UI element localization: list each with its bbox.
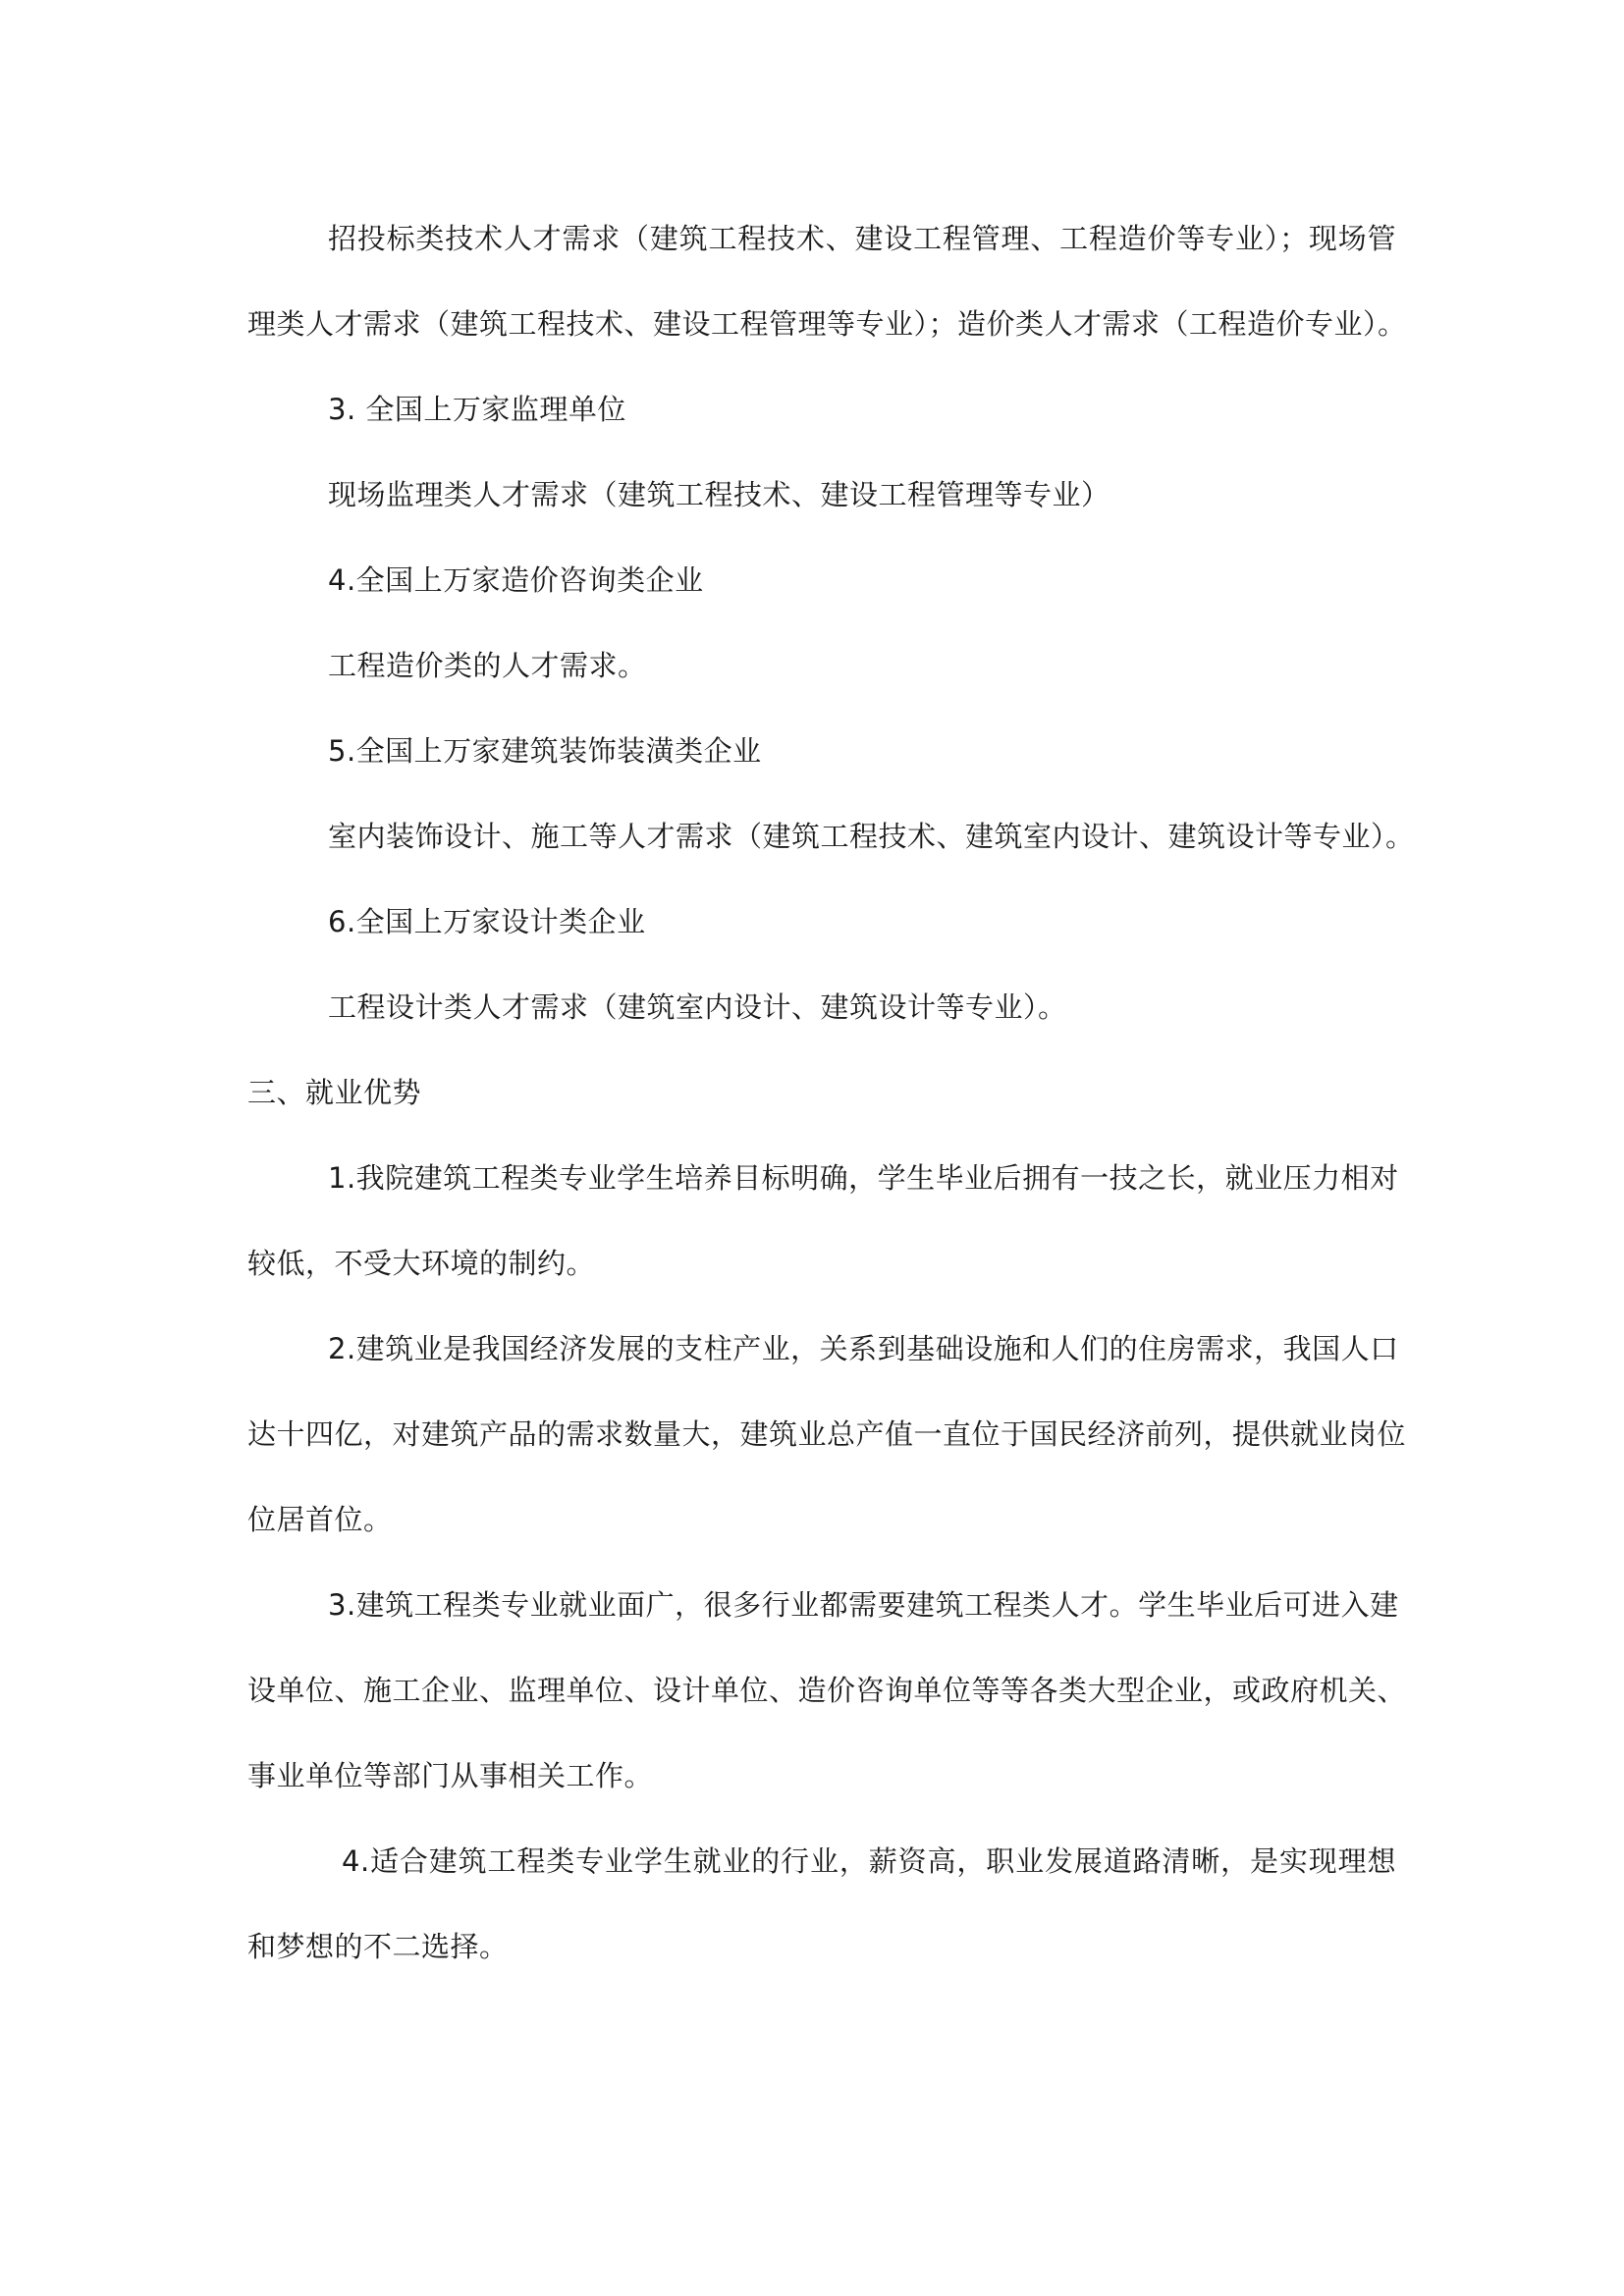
text-line: 3.建筑工程类专业就业面广，很多行业都需要建筑工程类人才。学生毕业后可进入建 [328,1588,1399,1622]
text-line: 位居首位。 [247,1503,393,1536]
section-heading: 三、就业优势 [247,1076,422,1109]
text-line: 现场监理类人才需求（建筑工程技术、建设工程管理等专业） [328,478,1110,511]
text-line: 工程设计类人才需求（建筑室内设计、建筑设计等专业）。 [328,990,1067,1024]
text-line: 2.建筑业是我国经济发展的支柱产业，关系到基础设施和人们的住房需求，我国人口 [328,1332,1399,1365]
text-line: 较低，不受大环境的制约。 [247,1247,596,1280]
text-line: 事业单位等部门从事相关工作。 [247,1759,654,1792]
text-line: 和梦想的不二选择。 [247,1930,509,1963]
list-heading: 5.全国上万家建筑装饰装潢类企业 [328,734,762,768]
text-line: 4.适合建筑工程类专业学生就业的行业，薪资高，职业发展道路清晰，是实现理想 [342,1844,1396,1878]
text-line: 设单位、施工企业、监理单位、设计单位、造价咨询单位等等各类大型企业，或政府机关、 [247,1674,1407,1707]
list-heading: 6.全国上万家设计类企业 [328,905,646,938]
text-line: 招投标类技术人才需求（建筑工程技术、建设工程管理、工程造价等专业）；现场管 [328,222,1396,255]
text-line: 理类人才需求（建筑工程技术、建设工程管理等专业）；造价类人才需求（工程造价专业）。 [247,307,1407,341]
list-heading: 4.全国上万家造价咨询类企业 [328,563,704,597]
text-line: 室内装饰设计、施工等人才需求（建筑工程技术、建筑室内设计、建筑设计等专业）。 [328,820,1415,853]
text-line: 1.我院建筑工程类专业学生培养目标明确，学生毕业后拥有一技之长，就业压力相对 [328,1161,1399,1195]
text-line: 工程造价类的人才需求。 [328,649,647,682]
text-line: 达十四亿，对建筑产品的需求数量大，建筑业总产值一直位于国民经济前列，提供就业岗位 [247,1417,1407,1451]
list-heading: 3. 全国上万家监理单位 [328,393,626,426]
